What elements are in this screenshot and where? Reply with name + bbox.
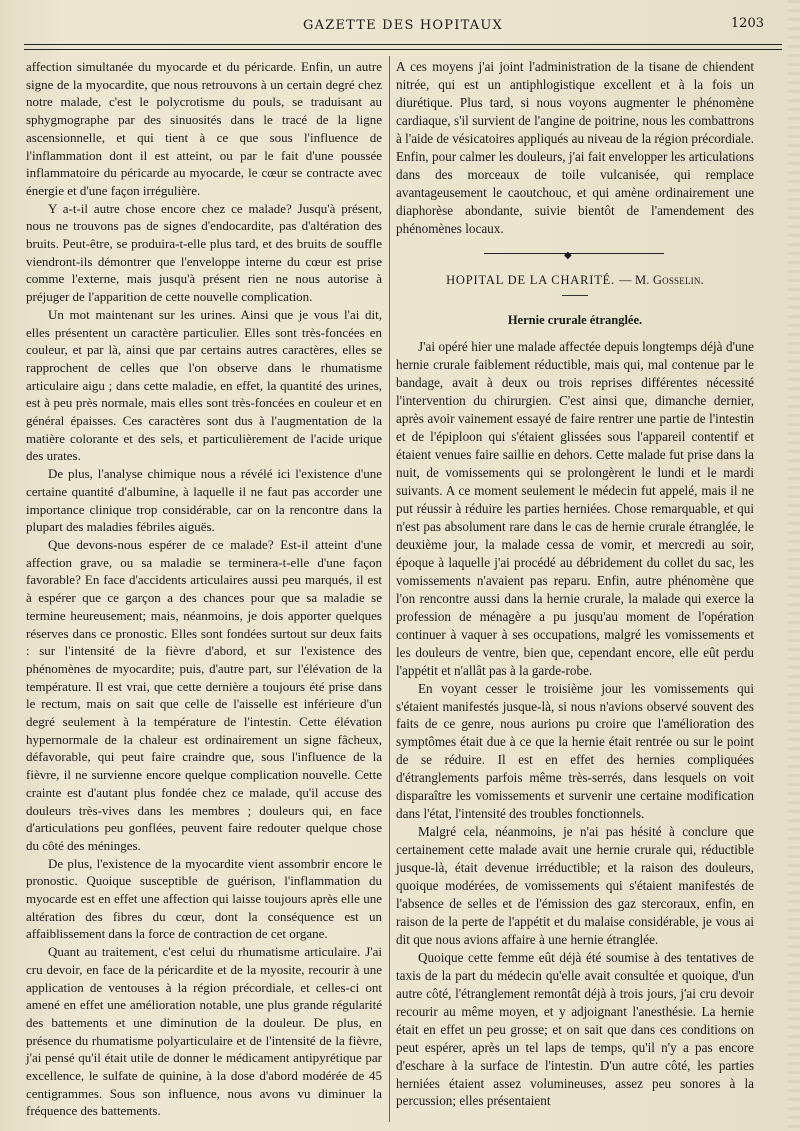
paragraph: Malgré cela, néanmoins, je n'ai pas hésité à conclure que certainement cette malade avait une hernie crurale qui, réductible jusque-là, était devenue irréductible; et la raison des douleurs, quoique modérées, de vomissements qui s'étaient manifestés de l'absence de selles et de l'émission des gaz stercoraux, enfin, en raison de la perte de l'appétit et du malaise considérable, je vous ai dit que nous avions affaire à une hernie étranglée.	[396, 824, 754, 947]
paragraph: De plus, l'analyse chimique nous a révélé ici l'existence d'une certaine quantité d'albumine, à laquelle il ne faut pas accorder une importance clinique trop considérable, car on la rencontre dans la plupart des maladies fébriles aiguës.	[26, 466, 382, 535]
paragraph: Un mot maintenant sur les urines. Ainsi que je vous l'ai dit, elles présentent un caractère particulier. Elles sont très-foncées en couleur, et par là, ainsi que par certains autres caractères, elles se rapprochent de celles que l'on observe dans le rhumatisme articulaire aigu ; dans cette maladie, en effet, la quantité des urines, est à peu près normale, mais elles sont très-foncées en couleur et en général épaisses. Ces caractères sont dus à l'augmentation de la matière colorante et des sels, et particulièrement de l'acide urique des urates.	[26, 306, 382, 464]
page-number: 1203	[730, 16, 764, 31]
paragraph: En voyant cesser le troisième jour les vomissements qui s'étaient manifestés jusque-là, si nous n'avions observé souvent des faits de ce genre, nous aurions pu croire que l'amélioration des symptômes était due à ce que la hernie était rentrée ou sur le point de se réduire. Il est en effet des hernies compliquées d'étranglements parfois même très-serrés, dans lesquels on voit disparaître les vomissements et survenir une certaine modification dans l'état, l'intensité des troubles fonctionnels.	[396, 680, 754, 822]
right-column	[396, 58, 754, 1110]
section-separator	[396, 246, 754, 260]
paragraph: J'ai opéré hier une malade affectée depuis longtemps déjà d'une hernie crurale faiblement réductible, mais qui, mal contenue par le bandage, avait à deux ou trois reprises différentes nécessité l'intervention du chirurgien. C'est ainsi que, dimanche dernier, après avoir vainement essayé de faire rentrer une partie de l'intestin et de l'épiploon qui s'étaient glissées sous l'appareil contentif et étaient venues faire saillie en dehors. Cette malade fut prise dans la nuit, de vomissements qui se prolongèrent le lundi et le mardi suivants. A ce moment seulement le médecin fut appelé, mais il ne put réussir à réduire les parties herniées. Chose remarquable, et qui n'est pas absolument rare dans le cas de hernie crurale étranglée, le deuxième jour, la malade cessa de vomir, et mercredi au soir, époque à laquelle j'ai procédé au débridement du collet du sac, les vomissements n'avaient pas reparu. Enfin, autre phénomène que l'on rencontre aussi dans la hernie crurale, la malade qui exerce la profession de ménagère a pu jusqu'au moment de l'opération continuer à vaquer à ses occupations, malgré les vomissements et les douleurs de ventre, bien que, cependant encore, elle eût perdu l'appétit et n'allât pas à la garde-robe.	[396, 339, 754, 678]
paragraph: De plus, l'existence de la myocardite vient assombrir encore le pronostic. Quoique susceptible de guérison, l'inflammation du myocarde est en effet une affection qui laisse toujours après elle une altération des fibres du cœur, dont la conséquence est un affaiblissement dans la force de contraction de cet organe.	[26, 855, 382, 942]
page-edge	[788, 0, 800, 1131]
journal-title: GAZETTE DES HOPITAUX	[303, 18, 503, 33]
paragraph: A ces moyens j'ai joint l'administration de la tisane de chiendent nitrée, qui est un antiphlogistique excellent et à la fois un diurétique. Plus tard, si nous voyons augmenter le phénomène cardiaque, s'il survient de l'angine de poitrine, nous les combattrons à l'aide de vésicatoires appliqués au niveau de la région précordiale. Enfin, pour calmer les douleurs, j'ai fait envelopper les articulations dans des morceaux de toile vulcanisée, qui remplace avantageusement le caoutchouc, et qui amène ordinairement une diaphorèse abondante, suivie bientôt de l'amendement des phénomènes locaux.	[396, 59, 754, 236]
heading-rule	[562, 295, 588, 296]
left-column	[26, 58, 382, 1120]
column-divider	[389, 56, 390, 1122]
page-header	[24, 12, 782, 36]
doctor-name: — M. Gosselin.	[618, 272, 704, 287]
paragraph: Quoique cette femme eût déjà été soumise à des tentatives de taxis de la part du médecin qu'elle avait consultée et quoique, d'un autre côté, l'étranglement remontât déjà à trois jours, j'ai cru devoir recourir au même moyen, et y adjoignant l'anesthésie. La hernie était en effet un peu grosse; et on sait que dans ces conditions on peut espérer, après un tel laps de temps, qu'il n'y a pas encore d'eschare à la surface de l'intestin. D'un autre côté, les parties herniées étaient assez volumineuses, assez peu sonores à la percussion; elles présentaient	[396, 949, 754, 1109]
paragraph: Que devons-nous espérer de ce malade? Est-il atteint d'une affection grave, ou sa maladie se terminera-t-elle d'une façon favorable? En face d'accidents articulaires aussi peu marqués, il est à espérer que ce garçon a des chances pour que sa maladie se termine heureusement; mais, néanmoins, je dois apporter quelques réserves dans ce pronostic. Elles sont fondées surtout sur deux faits : sur l'intensité de la fièvre d'abord, et sur l'existence des phénomènes de myocardite; puis, d'autre part, sur l'élévation de la température. Il est vrai, que cette dernière a toujours été prise dans le rectum, mais on sait que celle de l'aisselle est inférieure d'un degré seulement à la température de l'intestin. Cette élévation hypernormale de la chaleur est ordinairement un signe fâcheux, défavorable, qui peut faire craindre que, sous l'influence de la fièvre, il ne survienne encore quelque complication nouvelle. Cette crainte est d'autant plus fondée chez ce malade, qu'il accuse des douleurs très-vives dans les membres ; douleurs qui, en face d'articulations peu gonflées, peuvent faire redouter quelque chose du côté des méninges.	[26, 536, 382, 853]
case-title: Hernie crurale étranglée.	[507, 313, 643, 328]
header-rule	[24, 44, 782, 50]
diamond-ornament-icon: ◆	[564, 249, 572, 261]
paragraph: Quant au traitement, c'est celui du rhumatisme articulaire. J'ai cru devoir, en face de la péricardite et de la myosite, recourir à une application de ventouses à la région précordiale, et celles-ci ont amené en effet une amélioration notable, une plus grande régularité des battements et une diminution de la douleur. De plus, en présence du rhumatisme polyarticulaire et de l'intensité de la fièvre, j'ai pensé qu'il était utile de donner le médicament antipyrétique par excellence, le sulfate de quinine, à la dose d'abord modérée de 45 centigrammes. Sous son influence, nous avons vu diminuer la fréquence des battements.	[26, 944, 382, 1119]
paragraph: affection simultanée du myocarde et du péricarde. Enfin, un autre signe de la myocardite, que nous retrouvons à un certain degré chez notre malade, c'est le polycrotisme du pouls, se traduisant au sphygmographe par des sinuosités dans le tracé de la ligne ascensionnelle, et qui tient à ce que sous l'influence de l'inflammation dont il est atteint, ou par le fait d'une poussée inflammatoire du péricarde au myocarde, le cœur se contracte avec énergie et d'une façon irrégulière.	[26, 59, 382, 198]
hospital-name: HOPITAL DE LA CHARITÉ.	[446, 272, 615, 287]
section-heading	[396, 272, 754, 290]
paragraph: Y a-t-il autre chose encore chez ce malade? Jusqu'à présent, nous ne trouvons pas de signes d'endocardite, pas d'altération des bruits. Peut-être, se produira-t-elle plus tard, et des bruits de souffle viendront-ils démontrer que l'enveloppe interne du cœur est prise comme l'externe, mais jusqu'à présent rien ne nous autorise à préjuger de l'apparition de cette nouvelle complication.	[26, 200, 382, 305]
